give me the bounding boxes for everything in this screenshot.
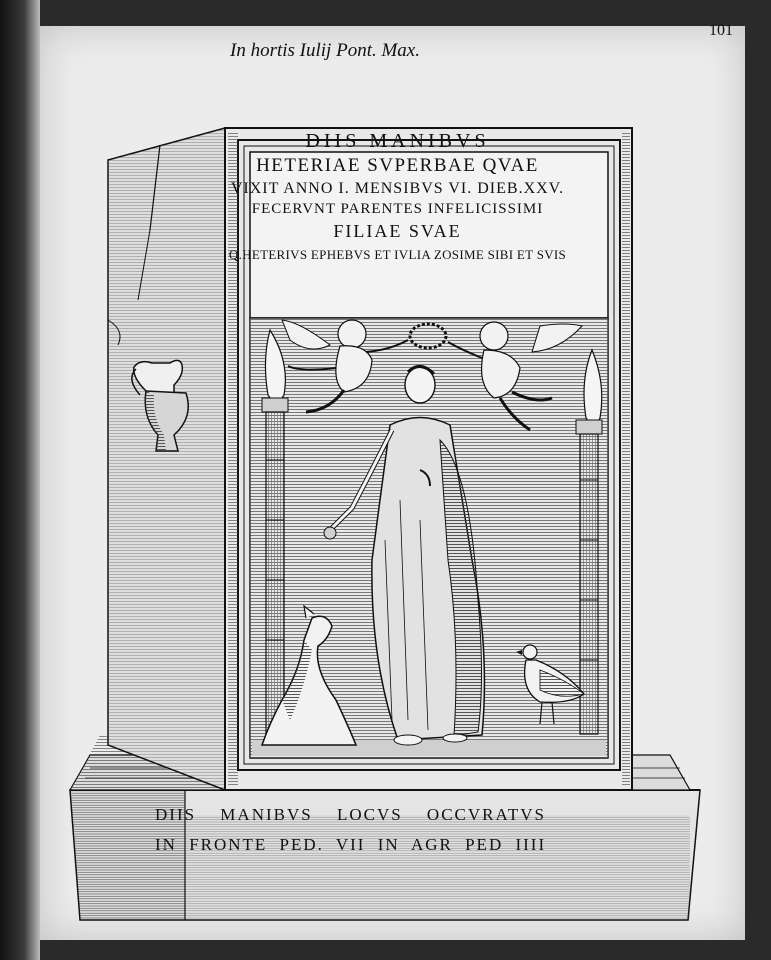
page-caption: In hortis Iulij Pont. Max. [230, 40, 420, 61]
inscription-line: Q.HETERIVS EPHEBVS ET IVLIA ZOSIME SIBI ET SVIS [228, 247, 567, 262]
inscription-line: FILIAE SVAE [333, 221, 462, 241]
inscription-line: FECERVNT PARENTES INFELICISSIMI [251, 201, 544, 217]
inscription-line: HETERIAE SVPERBAE QVAE [256, 155, 539, 176]
inscription-line: DIIS MANIBVS [305, 130, 490, 152]
inscription-line: VIXIT ANNO I. MENSIBVS VI. DIEB.XXV. [230, 180, 565, 197]
base-inscription-line: DIIS MANIBVS LOCVS OCCVRATVS [155, 805, 547, 824]
page-number: 101 [709, 22, 733, 39]
main-inscription [210, 128, 585, 263]
base-inscription [155, 805, 595, 855]
base-inscription-line: IN FRONTE PED. VII IN AGR PED IIII [155, 835, 547, 854]
altar-side [108, 128, 225, 790]
